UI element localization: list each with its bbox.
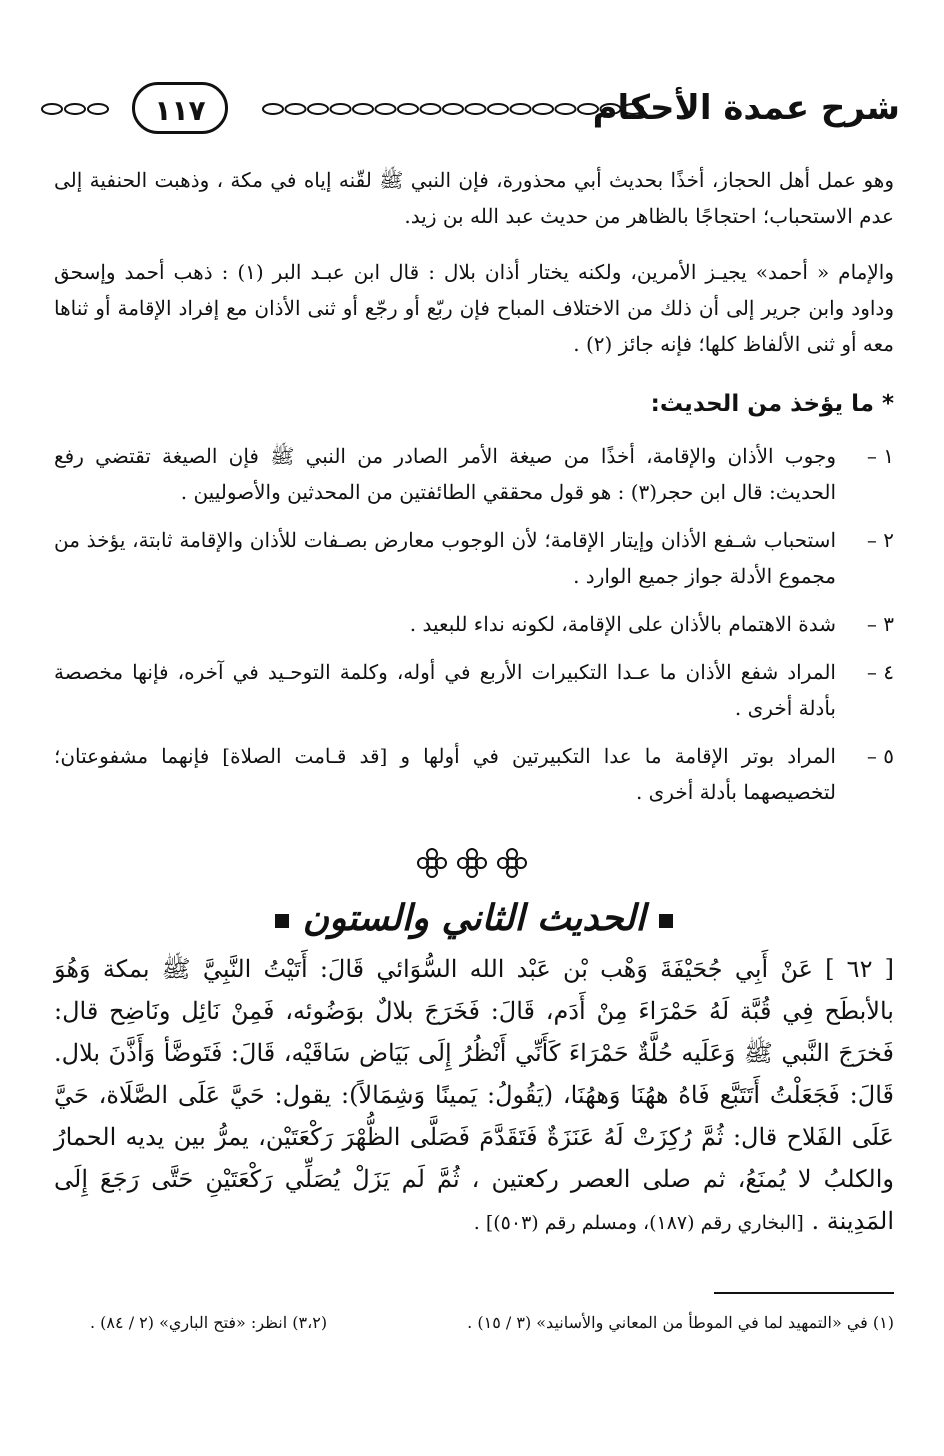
- list-item: [54, 438, 894, 510]
- chain-ornament-icon: [40, 102, 110, 116]
- list-number: ١ –: [866, 444, 894, 468]
- body-paragraph: والإمام « أحمد» يجيـز الأمرين، ولكنه يختار أذان بلال : قال ابن عبـد البر (١) : ذهب أحمد وإسحق وداود وابن جرير إلى أن ذلك من الاختلاف المباح فإن ربّع أو رجّع أو ثنى الأذان مع إفراد الإقامة أو ثناها معه أو ثنى الألفاظ كلها؛ فإنه جائز (٢) .: [54, 260, 894, 356]
- hadith-text: [54, 948, 894, 1244]
- hadith-reference: [البخاري رقم (١٨٧)، ومسلم رقم (٥٠٣)] .: [473, 1212, 804, 1234]
- list-item: [54, 606, 894, 642]
- section-title-text: الحديث الثاني والستون: [302, 897, 646, 939]
- book-title: شرح عمدة الأحكام: [592, 88, 900, 128]
- takeaways-list: [54, 438, 894, 822]
- list-text: استحباب شـفع الأذان وإيتار الإقامة؛ لأن الوجوب معارض بصـفات للأذان والإقامة ثابتة، يؤخذ من مجموع الأدلة جواز جميع الوارد .: [54, 528, 836, 588]
- takeaways-heading: * ما يؤخذ من الحديث:: [650, 391, 894, 417]
- page-header: [40, 80, 900, 140]
- body-paragraph: وهو عمل أهل الحجاز، أخذًا بحديث أبي محذورة، فإن النبي ﷺ لقّنه إياه في مكة ، وذهبت الحنفية إلى عدم الاستحباب؛ احتجاجًا بالظاهر من حديث عبد الله بن زيد.: [54, 168, 894, 228]
- list-text: المراد بوتر الإقامة ما عدا التكبيرتين في أولها و [قد قـامت الصلاة] فإنهما مشفوعتان؛ لتخصيصهما بأدلة أخرى .: [54, 744, 836, 804]
- square-bullet-icon: [659, 914, 673, 928]
- list-item: [54, 522, 894, 594]
- flower-ornament-icon: [412, 846, 532, 880]
- footnotes: [90, 1310, 894, 1336]
- list-number: ٢ –: [866, 528, 894, 552]
- hadith-body: [ ٦٢ ] عَنْ أَبِي جُحَيْفَةَ وَهْب بْن عَبْد الله السُّوَائي قَالَ: أَتَيْتُ النَّبِيَّ ﷺ بمكة وَهُوَ بالأبطَح فِي قُبَّة لَهُ حَمْرَاءَ مِنْ أَدَم، قَالَ: فَخَرَجَ بلالٌ بوَضُوئه، فَمِنْ نَائِل ونَاضِح قال: فَخرَجَ النَّبي ﷺ وَعَلَيه حُلَّةٌ حَمْرَاءَ كَأَنِّي أَنْظُرُ إِلَى بَيَاض سَاقَيْه، قَالَ: فَتَوضَّأ وَأَذَّنَ بلال. قَالَ: فَجَعَلْتُ أَتَتَبَّع فَاهُ ههُنَا وَههُنَا، (يَقُولُ: يَمينًا وَشِمَالاً): يقول: حَيَّ عَلَى الصَّلَاة، حَيَّ عَلَى الفَلاح قال: ثُمَّ رُكِزَتْ لَهُ عَنَزَةٌ فَتَقَدَّمَ فَصَلَّى الظُّهْرَ رَكْعَتَيْن، يمرُّ بين يديه الحمارُ والكلبُ لا يُمنَعُ، ثم صلى العصر ركعتين ، ثُمَّ لَم يَزَلْ يُصَلِّي رَكْعَتَيْنِ حَتَّى رَجَعَ إِلَى المَدِينة .: [54, 955, 894, 1235]
- footnote-divider: [714, 1292, 894, 1294]
- footnote: (١) في «التمهيد لما في الموطأ من المعاني والأسانيد» (٣ / ١٥) .: [467, 1313, 894, 1332]
- list-text: شدة الاهتمام بالأذان على الإقامة، لكونه نداء للبعيد .: [409, 612, 836, 636]
- list-number: ٤ –: [866, 660, 894, 684]
- list-item: [54, 654, 894, 726]
- list-text: وجوب الأذان والإقامة، أخذًا من صيغة الأمر الصادر من النبي ﷺ فإن الصيغة تقتضي رفع الحديث: قال ابن حجر(٣) : هو قول محققي الطائفتين من المحدثين والأصوليين .: [54, 444, 836, 504]
- section-title: [54, 890, 894, 946]
- list-item: [54, 738, 894, 810]
- page-number: ١١٧: [132, 82, 228, 134]
- list-number: ٥ –: [866, 744, 894, 768]
- square-bullet-icon: [275, 914, 289, 928]
- list-number: ٣ –: [866, 612, 894, 636]
- list-text: المراد شفع الأذان ما عـدا التكبيرات الأربع في أوله، وكلمة التوحـيد في آخره، فإنها مخصصة بأدلة أخرى .: [54, 660, 836, 720]
- footnote: (٣،٢) انظر: «فتح الباري» (٢ / ٨٤) .: [90, 1313, 328, 1332]
